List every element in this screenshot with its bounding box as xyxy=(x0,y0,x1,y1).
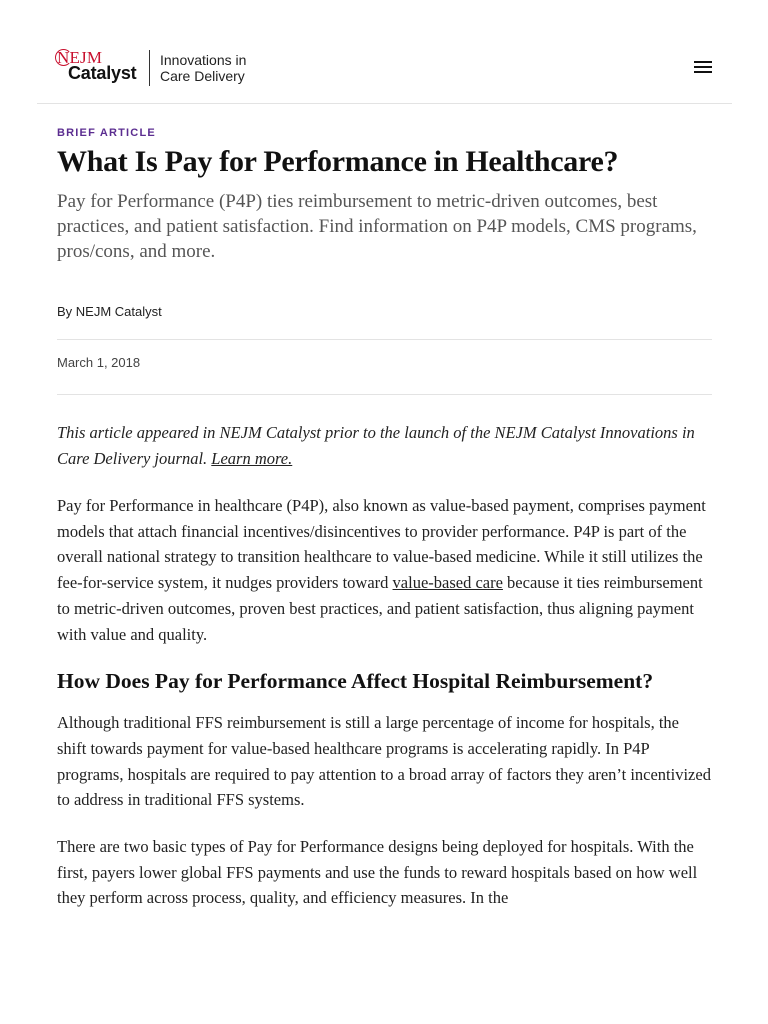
tagline-line-1: Innovations in xyxy=(160,52,247,68)
value-based-care-link[interactable]: value-based care xyxy=(392,573,503,593)
note-text: This article appeared in NEJM Catalyst prior to the launch of the NEJM Catalyst Innovations in Care Delivery journal. xyxy=(57,423,695,468)
article-summary: Pay for Performance (P4P) ties reimbursement to metric-driven outcomes, best practices, and patient satisfaction. Find information on P4P models, CMS programs, pros/cons, and more. xyxy=(57,191,697,262)
article-byline: By NEJM Catalyst xyxy=(57,304,162,319)
logo-tagline xyxy=(160,52,246,84)
article-type-label[interactable]: BRIEF ARTICLE xyxy=(57,127,156,139)
logo-divider xyxy=(149,50,150,86)
menu-bar xyxy=(694,61,712,63)
article xyxy=(57,118,712,911)
hamburger-menu-icon[interactable] xyxy=(693,58,713,76)
nejm-catalyst-logo[interactable] xyxy=(57,48,246,88)
section-heading: How Does Pay for Performance Affect Hospital Reimbursement? xyxy=(57,669,654,694)
logo-nejm-text: NEJM xyxy=(57,48,103,67)
paragraph-text: because it ties reimbursement to metric-driven outcomes, proven best practices, and patient satisfaction, thus aligning payment with value and quality. xyxy=(57,573,703,644)
body-paragraph: Although traditional FFS reimbursement is still a large percentage of income for hospitals, the shift towards payment for value-based healthcare programs is accelerating rapidly. In P4P programs, hospitals are required to pay attention to a broad array of factors they aren’t incentivized to address in traditional FFS systems. xyxy=(57,713,711,810)
divider xyxy=(57,339,712,340)
paragraph-text: Pay for Performance in healthcare (P4P), also known as value-based payment, comprises payment models that attach financial incentives/disincentives to provider performance. P4P is part of the overall national strategy to transition healthcare to value-based medicine. While it still utilizes the fee-for-service system, it nudges providers toward xyxy=(57,496,706,593)
menu-bar xyxy=(694,66,712,68)
journal-launch-note xyxy=(57,420,712,472)
tagline-line-2: Care Delivery xyxy=(160,68,245,84)
article-title: What Is Pay for Performance in Healthcare? xyxy=(57,145,619,178)
logo-catalyst-text: Catalyst xyxy=(68,63,137,83)
learn-more-link[interactable]: Learn more. xyxy=(211,449,293,468)
body-paragraph: There are two basic types of Pay for Performance designs being deployed for hospitals. With the first, payers lower global FFS payments and use the funds to reward hospitals based on how well they perform across process, quality, and efficiency measures. In the xyxy=(57,837,698,908)
body-paragraph xyxy=(57,493,712,647)
divider xyxy=(57,394,712,395)
logo-mark xyxy=(57,48,141,88)
menu-bar xyxy=(694,71,712,73)
site-header xyxy=(37,0,732,104)
publish-date: March 1, 2018 xyxy=(57,355,141,370)
